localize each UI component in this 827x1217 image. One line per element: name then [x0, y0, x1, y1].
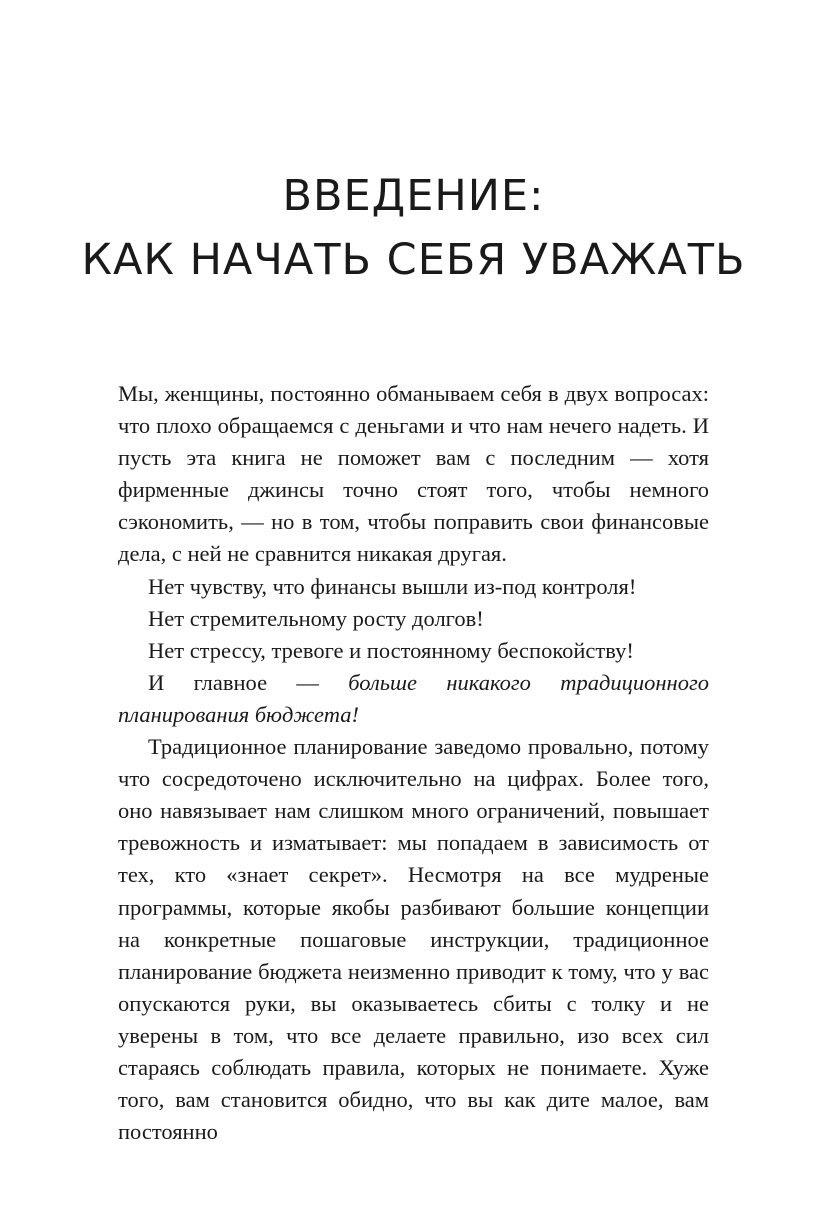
paragraph-3: Нет стремительному росту долгов! — [148, 605, 484, 631]
chapter-title — [0, 164, 827, 292]
paragraph-5 — [118, 667, 709, 731]
paragraph-2: Нет чувству, что финансы вышли из-под контроля! — [148, 573, 637, 599]
chapter-title-line-1: ВВЕДЕНИЕ: — [282, 171, 545, 221]
body-text — [118, 378, 709, 1148]
paragraph-6: Традиционное планирование заведомо провально, потому что сосредоточено исключительно на цифрах. Более того, оно навязывает нам слишком много ограничений, повышает тревожность и изматывает: мы попадаем в зависимость от тех, кто «знает секрет». Несмотря на все мудреные программы, которые якобы разбивают большие концепции на конкретные пошаговые инструкции, традиционное планирование бюджета неизменно приводит к тому, что у вас опускаются руки, вы оказываетесь сбиты с толку и не уверены в том, что все делаете правильно, изо всех сил стараясь соблюдать правила, которых не понимаете. Хуже того, вам становится обидно, что вы как дите малое, вам постоянно — [118, 734, 709, 1145]
paragraph-4: Нет стрессу, тревоге и постоянному беспокойству! — [148, 637, 634, 663]
paragraph-1: Мы, женщины, постоянно обманываем себя в двух вопросах: что плохо обращаемся с деньгами и что нам нечего надеть. И пусть эта книга не поможет вам с последним — хотя фирменные джинсы точно стоят того, чтобы немного сэкономить, — но в том, чтобы поправить свои финансовые дела, с ней не сравнится никакая другая. — [118, 381, 709, 567]
paragraph-5-italic: больше никакого традиционного планирования бюджета! — [118, 669, 709, 727]
paragraph-5-plain: И главное — — [148, 669, 349, 695]
chapter-title-line-2: КАК НАЧАТЬ СЕБЯ УВАЖАТЬ — [81, 235, 746, 285]
